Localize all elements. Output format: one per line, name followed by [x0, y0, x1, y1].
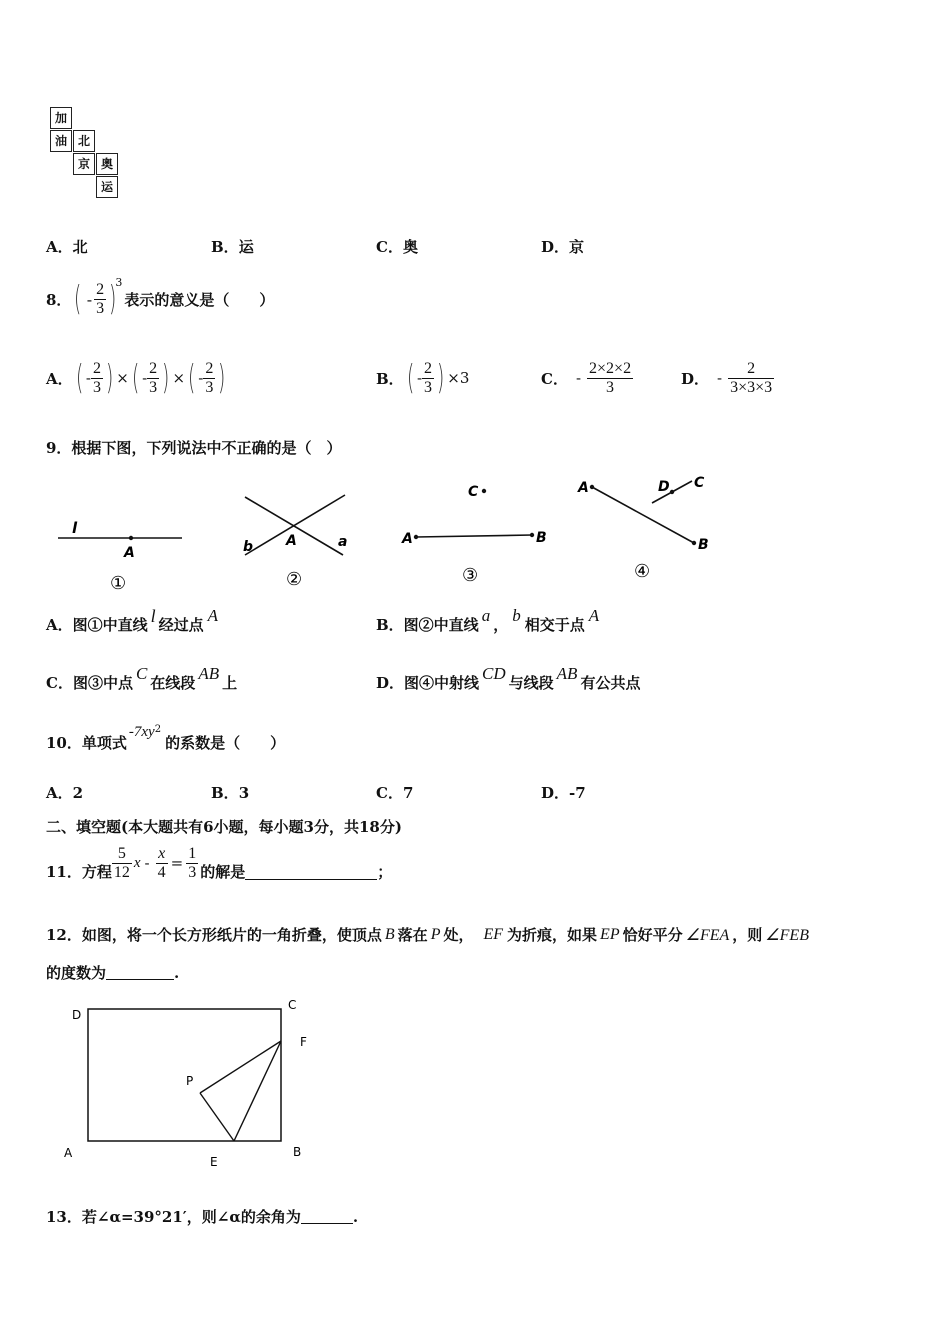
- fig3-label-b: B: [536, 530, 547, 546]
- q7-option-b[interactable]: B． 运: [211, 238, 254, 256]
- q11-stem: 11．方程 $\frac{5}{12}$ x - $\frac{x}{4}$ = $\frac{1}{3}$ 的解是 ；: [46, 844, 393, 881]
- fig12-label-a: A: [64, 1146, 73, 1160]
- fig1-number: ①: [110, 573, 127, 594]
- q11-answer-blank[interactable]: [245, 865, 377, 880]
- q12-figure: [50, 995, 330, 1175]
- q8-option-b[interactable]: B． ( - $\frac{2}{3}$ ) ×3: [376, 358, 470, 398]
- q7-option-a[interactable]: A． 北: [46, 238, 88, 256]
- q9-option-b[interactable]: B．图②中直线 a ， b 相交于点 A: [376, 606, 600, 634]
- q13-stem: 13．若∠α=39°21′，则∠α的余角为 .: [46, 1207, 359, 1226]
- fig4-label-d: D: [658, 479, 670, 495]
- q9-option-c[interactable]: C．图③中点 C 在线段 AB 上: [46, 664, 238, 692]
- fig1-label-l: l: [72, 519, 78, 537]
- fig12-label-p: P: [186, 1074, 194, 1088]
- fig4-label-b: B: [698, 537, 709, 553]
- fig3-label-a: A: [402, 531, 413, 547]
- q8-option-c[interactable]: C． - $\frac{2\times 2\times 2}{3}$: [541, 359, 632, 396]
- q10-option-c[interactable]: C． 7: [376, 783, 414, 802]
- fig2-number: ②: [286, 569, 303, 590]
- q9-option-a[interactable]: A．图①中直线 l 经过点 A: [46, 606, 219, 634]
- fig4-label-a: A: [578, 480, 589, 496]
- q12-stem-line2: 的度数为 .: [46, 963, 180, 982]
- q13-answer-blank[interactable]: [301, 1209, 353, 1224]
- cube-cell: 京: [73, 153, 95, 175]
- q8-option-a[interactable]: A． ( - $\frac{2}{3}$ ) × ( - $\frac{2}{3}$ ) × ( - $\frac{2}{3}$ ): [46, 358, 226, 398]
- fig12-label-b: B: [293, 1145, 302, 1159]
- fig12-label-d: D: [72, 1008, 82, 1022]
- q9-figures: [0, 465, 760, 595]
- q10-option-d[interactable]: D． -7: [541, 783, 586, 802]
- fig12-label-c: C: [288, 998, 297, 1012]
- cube-cell: 奥: [96, 153, 118, 175]
- fig12-label-f: F: [300, 1035, 307, 1049]
- q10-stem: 10．单项式 -7xy 2 的系数是（ ）: [46, 724, 286, 752]
- q7-option-d[interactable]: D． 京: [541, 238, 585, 256]
- q12-answer-blank[interactable]: [106, 965, 174, 980]
- q10-option-a[interactable]: A． 2: [46, 783, 84, 802]
- q12-stem-line1: 12．如图，将一个长方形纸片的一角折叠，使顶点 B 落在 P 处， EF 为折痕，如果 EP 恰好平分 ∠FEA ，则 ∠FEB: [46, 925, 809, 944]
- q8-stem: 8． ( - $\frac{2}{3}$ ) 3 表示的意义是（ ）: [46, 276, 275, 319]
- fig1-label-a: A: [124, 545, 135, 561]
- fig2-label-b: b: [243, 539, 254, 555]
- q8-option-d[interactable]: D． - $\frac{2}{3\times 3\times 3}$: [681, 359, 773, 396]
- fig12-label-e: E: [210, 1155, 218, 1169]
- q9-stem: 9．根据下图，下列说法中不正确的是（ ）: [46, 439, 342, 457]
- q7-option-c[interactable]: C． 奥: [376, 238, 418, 256]
- section-2-title: 二、填空题(本大题共有6小题，每小题3分，共18分): [46, 818, 402, 836]
- cube-cell: 运: [96, 176, 118, 198]
- fig3-number: ③: [462, 565, 479, 586]
- q9-option-d[interactable]: D．图④中射线 CD 与线段 AB 有公共点: [376, 664, 641, 692]
- fig3-label-c: C: [468, 484, 479, 500]
- fig4-label-c: C: [694, 475, 705, 491]
- q10-option-b[interactable]: B． 3: [211, 783, 250, 802]
- cube-cell: 加: [50, 107, 72, 129]
- cube-cell: 油: [50, 130, 72, 152]
- fig2-label-a: a: [338, 534, 348, 550]
- fig4-number: ④: [634, 561, 651, 582]
- cube-cell: 北: [73, 130, 95, 152]
- fig2-label-a-point: A: [286, 533, 297, 549]
